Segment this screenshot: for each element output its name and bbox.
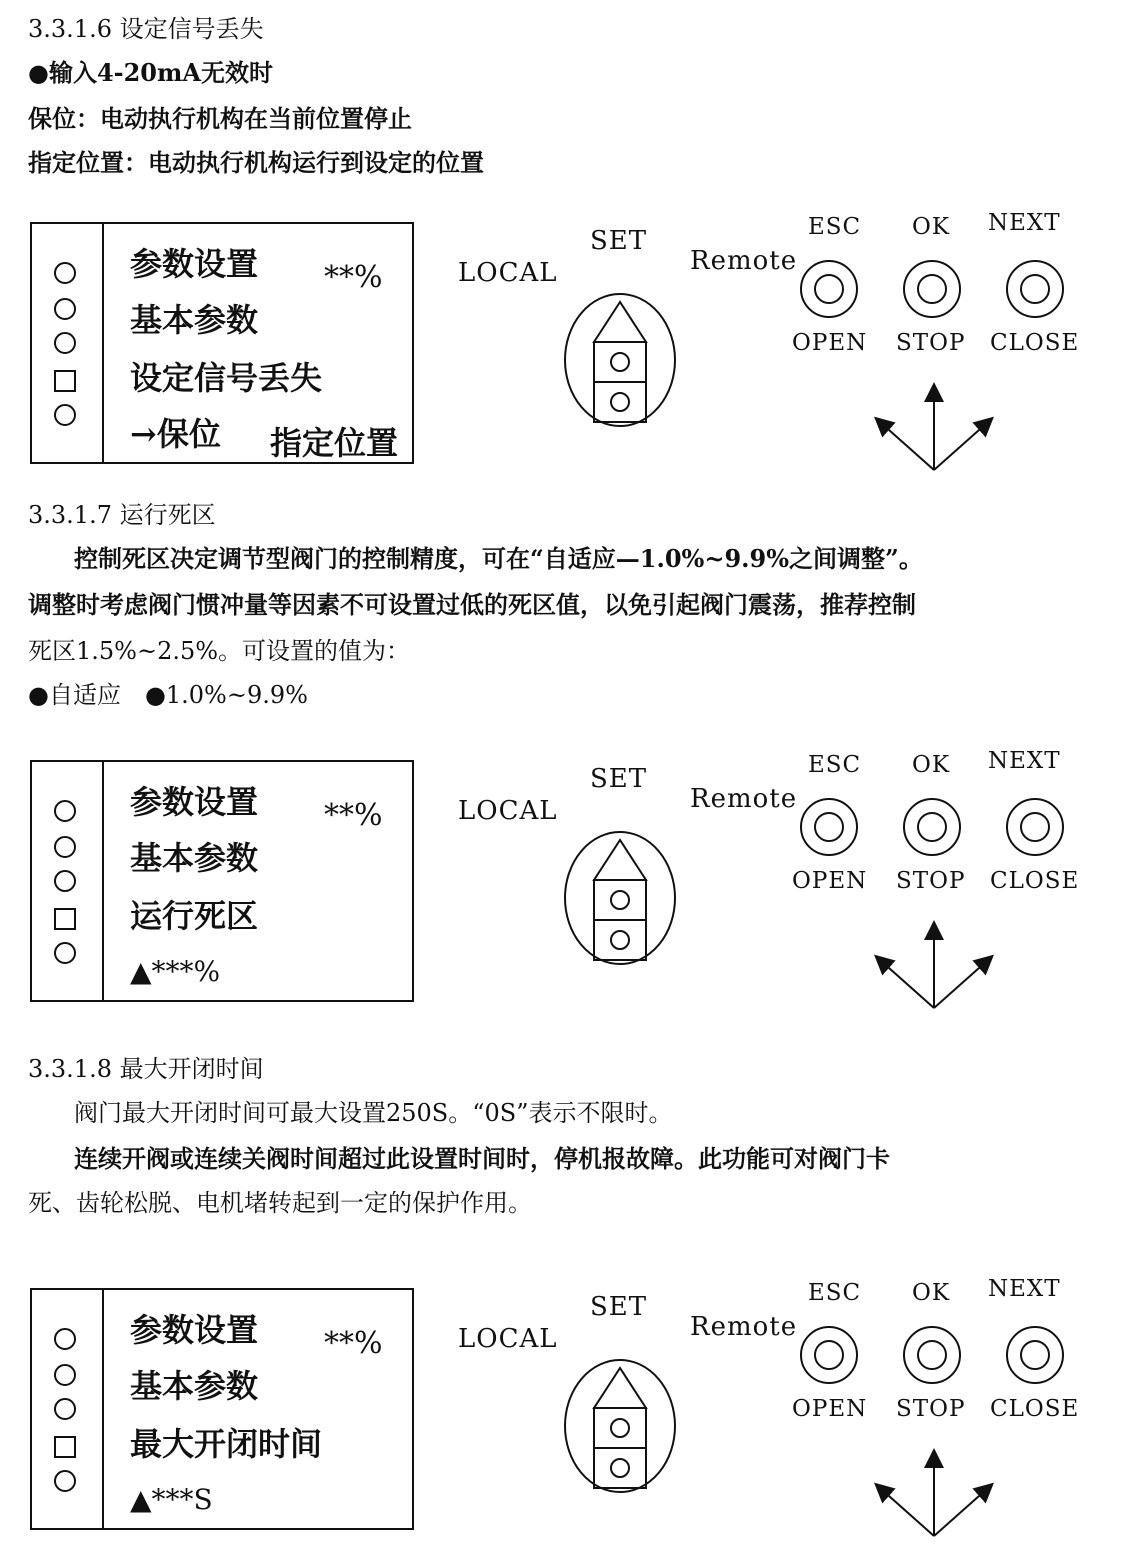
control-panel-diagram	[0, 210, 1124, 482]
indicator-circle	[54, 404, 76, 426]
lcd-display	[30, 222, 414, 464]
open-button[interactable]	[798, 1324, 860, 1386]
indicator-circle	[54, 942, 76, 964]
next-label: NEXT	[988, 210, 1061, 236]
lcd-divider	[102, 224, 104, 462]
text-line: 保位：电动执行机构在当前位置停止	[28, 104, 412, 133]
close-label: CLOSE	[990, 1396, 1080, 1422]
open-label: OPEN	[792, 330, 868, 356]
lcd-line-1: 参数设置	[130, 1311, 259, 1349]
indicator-circle	[54, 870, 76, 892]
lcd-display	[30, 1288, 414, 1530]
stop-button[interactable]	[901, 796, 963, 858]
lcd-line-3: 最大开闭时间	[130, 1425, 323, 1463]
open-button[interactable]	[798, 258, 860, 320]
esc-label: ESC	[808, 752, 862, 778]
stop-label: STOP	[896, 868, 966, 894]
indicator-square	[54, 370, 76, 392]
open-label: OPEN	[792, 1396, 868, 1422]
next-label: NEXT	[988, 1276, 1061, 1302]
indicator-circle	[54, 1398, 76, 1420]
lcd-line-4: ▲***%	[130, 955, 221, 988]
remote-label: Remote	[690, 246, 798, 276]
ok-label: OK	[912, 214, 951, 240]
direction-arrows-icon	[870, 378, 1000, 478]
remote-label: Remote	[690, 1312, 798, 1342]
ok-label: OK	[912, 1280, 951, 1306]
ok-label: OK	[912, 752, 951, 778]
direction-arrows-icon	[870, 916, 1000, 1016]
lcd-line-3: 设定信号丢失	[130, 359, 323, 397]
lcd-line-4-right: 指定位置	[270, 424, 399, 462]
selector-knob-icon[interactable]	[560, 826, 680, 966]
lcd-line-1: 参数设置	[130, 245, 259, 283]
close-button[interactable]	[1004, 1324, 1066, 1386]
bullet-line: ●输入4-20mA无效时	[28, 58, 274, 87]
direction-arrows-icon	[870, 1444, 1000, 1544]
lcd-divider	[102, 1290, 104, 1528]
remote-label: Remote	[690, 784, 798, 814]
set-label: SET	[590, 1292, 648, 1322]
paragraph-line: 死区1.5%~2.5%。可设置的值为：	[28, 637, 411, 665]
lcd-line-2: 基本参数	[130, 1367, 259, 1405]
close-label: CLOSE	[990, 868, 1080, 894]
indicator-circle	[54, 836, 76, 858]
close-button[interactable]	[1004, 258, 1066, 320]
options-line: ●自适应 ●1.0%~9.9%	[28, 681, 308, 709]
paragraph-line: 死、齿轮松脱、电机堵转起到一定的保护作用。	[28, 1189, 532, 1217]
text-line: 指定位置：电动执行机构运行到设定的位置	[28, 148, 484, 177]
indicator-circle	[54, 332, 76, 354]
section-heading: 3.3.1.6 设定信号丢失	[28, 15, 264, 43]
indicator-square	[54, 908, 76, 930]
paragraph-line: 调整时考虑阀门惯冲量等因素不可设置过低的死区值，以免引起阀门震荡，推荐控制	[28, 590, 916, 619]
control-panel-diagram	[0, 748, 1124, 1020]
lcd-line-4: →保位	[130, 415, 221, 453]
lcd-line-3: 运行死区	[130, 897, 259, 935]
paragraph-line: 阀门最大开闭时间可最大设置250S。“0S”表示不限时。	[74, 1099, 673, 1127]
indicator-circle	[54, 1470, 76, 1492]
indicator-square	[54, 1436, 76, 1458]
close-button[interactable]	[1004, 796, 1066, 858]
indicator-circle	[54, 262, 76, 284]
section-heading: 3.3.1.8 最大开闭时间	[28, 1055, 264, 1083]
lcd-line-2: 基本参数	[130, 301, 259, 339]
section-heading: 3.3.1.7 运行死区	[28, 501, 216, 529]
local-label: LOCAL	[458, 1324, 558, 1354]
lcd-line-2: 基本参数	[130, 839, 259, 877]
stop-button[interactable]	[901, 258, 963, 320]
stop-label: STOP	[896, 330, 966, 356]
selector-knob-icon[interactable]	[560, 1354, 680, 1494]
local-label: LOCAL	[458, 796, 558, 826]
set-label: SET	[590, 226, 648, 256]
esc-label: ESC	[808, 1280, 862, 1306]
open-button[interactable]	[798, 796, 860, 858]
lcd-line-1: 参数设置	[130, 783, 259, 821]
indicator-circle	[54, 1328, 76, 1350]
selector-knob-icon[interactable]	[560, 288, 680, 428]
set-label: SET	[590, 764, 648, 794]
paragraph-line: 控制死区决定调节型阀门的控制精度，可在“自适应—1.0%~9.9%之间调整”。	[74, 544, 923, 573]
stop-label: STOP	[896, 1396, 966, 1422]
paragraph-line: 连续开阀或连续关阀时间超过此设置时间时，停机报故障。此功能可对阀门卡	[74, 1144, 890, 1173]
lcd-percent: **%	[324, 1326, 383, 1361]
lcd-percent: **%	[324, 260, 383, 295]
control-panel-diagram	[0, 1276, 1124, 1548]
lcd-divider	[102, 762, 104, 1000]
indicator-circle	[54, 800, 76, 822]
lcd-percent: **%	[324, 798, 383, 833]
lcd-display	[30, 760, 414, 1002]
stop-button[interactable]	[901, 1324, 963, 1386]
indicator-circle	[54, 1364, 76, 1386]
lcd-line-4: ▲***S	[130, 1483, 213, 1516]
next-label: NEXT	[988, 748, 1061, 774]
close-label: CLOSE	[990, 330, 1080, 356]
open-label: OPEN	[792, 868, 868, 894]
local-label: LOCAL	[458, 258, 558, 288]
indicator-circle	[54, 298, 76, 320]
esc-label: ESC	[808, 214, 862, 240]
